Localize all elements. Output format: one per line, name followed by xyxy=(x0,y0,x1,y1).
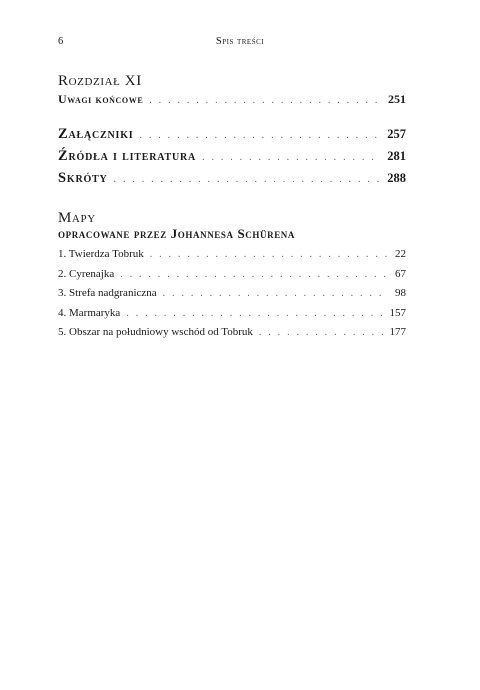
toc-entry-zrodla-i-literatura[interactable] xyxy=(58,146,406,168)
map-entry-1[interactable] xyxy=(58,245,406,265)
page-number: 6 xyxy=(58,36,64,47)
dot-leader xyxy=(163,285,389,304)
dot-leader xyxy=(259,324,384,343)
dot-leader xyxy=(149,92,382,110)
map-entry-5[interactable] xyxy=(58,323,406,343)
dot-leader xyxy=(202,148,381,168)
toc-entry-zalaczniki[interactable] xyxy=(58,124,406,146)
toc-entry-page: 288 xyxy=(387,171,406,185)
dot-leader xyxy=(114,170,382,190)
map-entry-label: 2. Cyrenajka xyxy=(58,267,115,280)
dot-leader xyxy=(120,266,389,285)
maps-subtitle: opracowane przez Johannesa Schürena xyxy=(58,226,295,241)
map-entry-label: 3. Strefa nadgraniczna xyxy=(58,287,157,300)
running-title: Spis treści xyxy=(215,36,265,47)
toc-entry-label: Skróty xyxy=(58,170,108,186)
map-entry-2[interactable] xyxy=(58,265,406,285)
toc-entry-label: Źródła i literatura xyxy=(58,148,197,164)
map-entry-page: 67 xyxy=(395,267,406,280)
toc-entry-label: Załączniki xyxy=(58,126,134,142)
map-entry-3[interactable] xyxy=(58,284,406,304)
toc-entry-page: 281 xyxy=(387,149,406,163)
map-entry-label: 4. Marmaryka xyxy=(58,306,121,319)
table-of-contents xyxy=(58,73,406,343)
toc-entry-page: 251 xyxy=(388,92,406,106)
toc-entry-uwagi-koncowe[interactable] xyxy=(58,90,406,110)
map-entry-page: 177 xyxy=(389,326,406,339)
map-entry-page: 157 xyxy=(389,306,406,319)
chapter-heading: Rozdział XI xyxy=(58,73,142,89)
map-entry-label: 1. Twierdza Tobruk xyxy=(58,248,144,260)
dot-leader xyxy=(150,246,389,265)
map-entry-page: 98 xyxy=(395,287,406,300)
dot-leader xyxy=(126,305,383,324)
toc-entry-page: 257 xyxy=(387,127,406,141)
toc-entry-label: Uwagi końcowe xyxy=(58,92,144,106)
maps-heading: Mapy xyxy=(58,210,96,226)
map-entry-4[interactable] xyxy=(58,304,406,324)
map-entry-label: 5. Obszar na południowy wschód od Tobruk xyxy=(58,326,253,339)
toc-entry-skroty[interactable] xyxy=(58,168,406,190)
page-header xyxy=(58,36,422,50)
map-entry-page: 22 xyxy=(395,248,406,260)
dot-leader xyxy=(139,126,381,146)
